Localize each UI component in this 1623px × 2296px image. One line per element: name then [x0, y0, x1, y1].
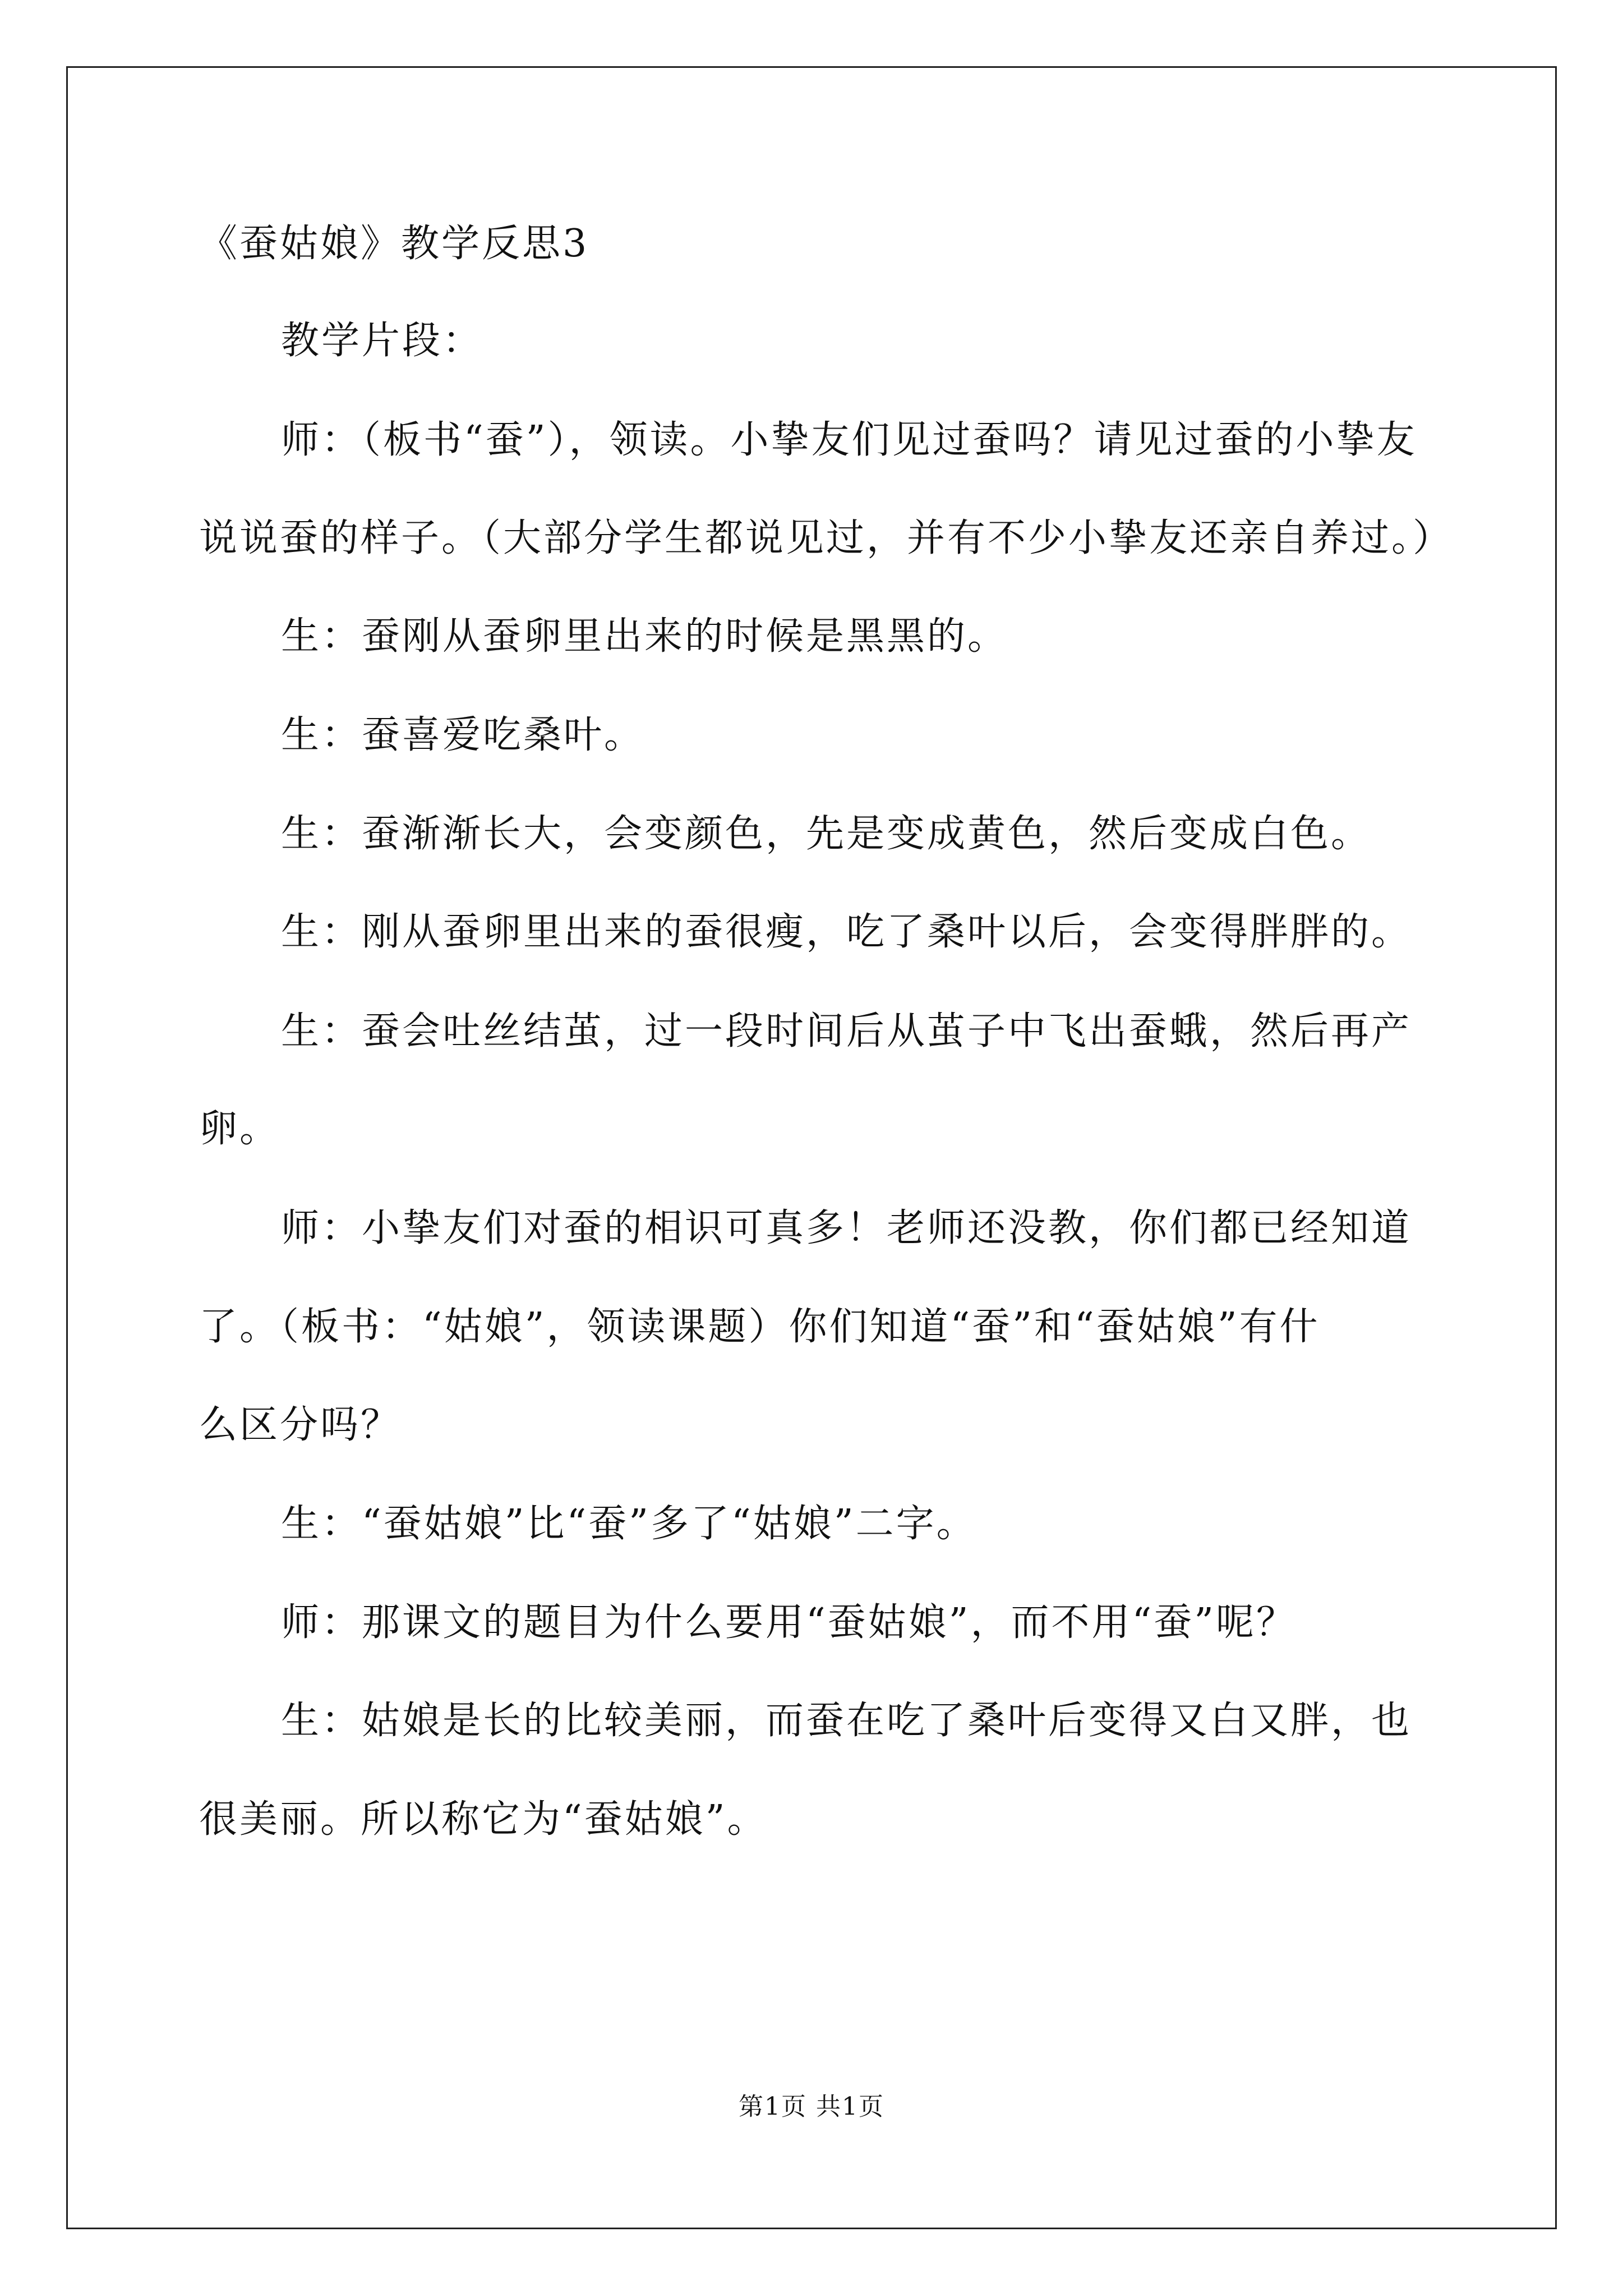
paragraph-line: 师：那课文的题目为什么要用“蚕姑娘”，而不用“蚕”呢？: [281, 1600, 1297, 1645]
paragraph-line: 生：“蚕姑娘”比“蚕”多了“姑娘”二字。: [281, 1502, 977, 1546]
paragraph-line: 师：小挚友们对蚕的相识可真多！老师还没教，你们都已经知道: [281, 1206, 1412, 1250]
page-border: [66, 66, 1557, 2229]
paragraph-line: 生：蚕渐渐长大，会变颜色，先是变成黄色，然后变成白色。: [281, 812, 1372, 856]
paragraph-line: 卵。: [199, 1107, 280, 1151]
paragraph-line: 生：蚕会吐丝结茧，过一段时间后从茧子中飞出蚕蛾，然后再产: [281, 1009, 1412, 1053]
paragraph-line: 生：姑娘是长的比较美丽，而蚕在吃了桑叶后变得又白又胖，也: [281, 1699, 1412, 1743]
document-title: 《蚕姑娘》教学反思3: [199, 222, 589, 266]
paragraph-line: 说说蚕的样子。（大部分学生都说见过，并有不少小挚友还亲自养过。）: [199, 516, 1454, 560]
paragraph-line: 教学片段：: [281, 319, 483, 363]
paragraph-line: 很美丽。所以称它为“蚕姑娘”。: [199, 1797, 768, 1842]
paragraph-line: 了。（板书：“姑娘”，领读课题）你们知道“蚕”和“蚕姑娘”有什: [199, 1305, 1320, 1349]
paragraph-line: 师：（板书“蚕”），领读。小挚友们见过蚕吗？请见过蚕的小挚友: [281, 418, 1417, 462]
page-footer: 第1页 共1页: [739, 2092, 884, 2121]
paragraph-line: 么区分吗？: [199, 1403, 402, 1447]
paragraph-line: 生：刚从蚕卵里出来的蚕很瘦，吃了桑叶以后，会变得胖胖的。: [281, 910, 1412, 954]
paragraph-line: 生：蚕喜爱吃桑叶。: [281, 713, 645, 757]
paragraph-line: 生：蚕刚从蚕卵里出来的时候是黑黑的。: [281, 614, 1008, 659]
